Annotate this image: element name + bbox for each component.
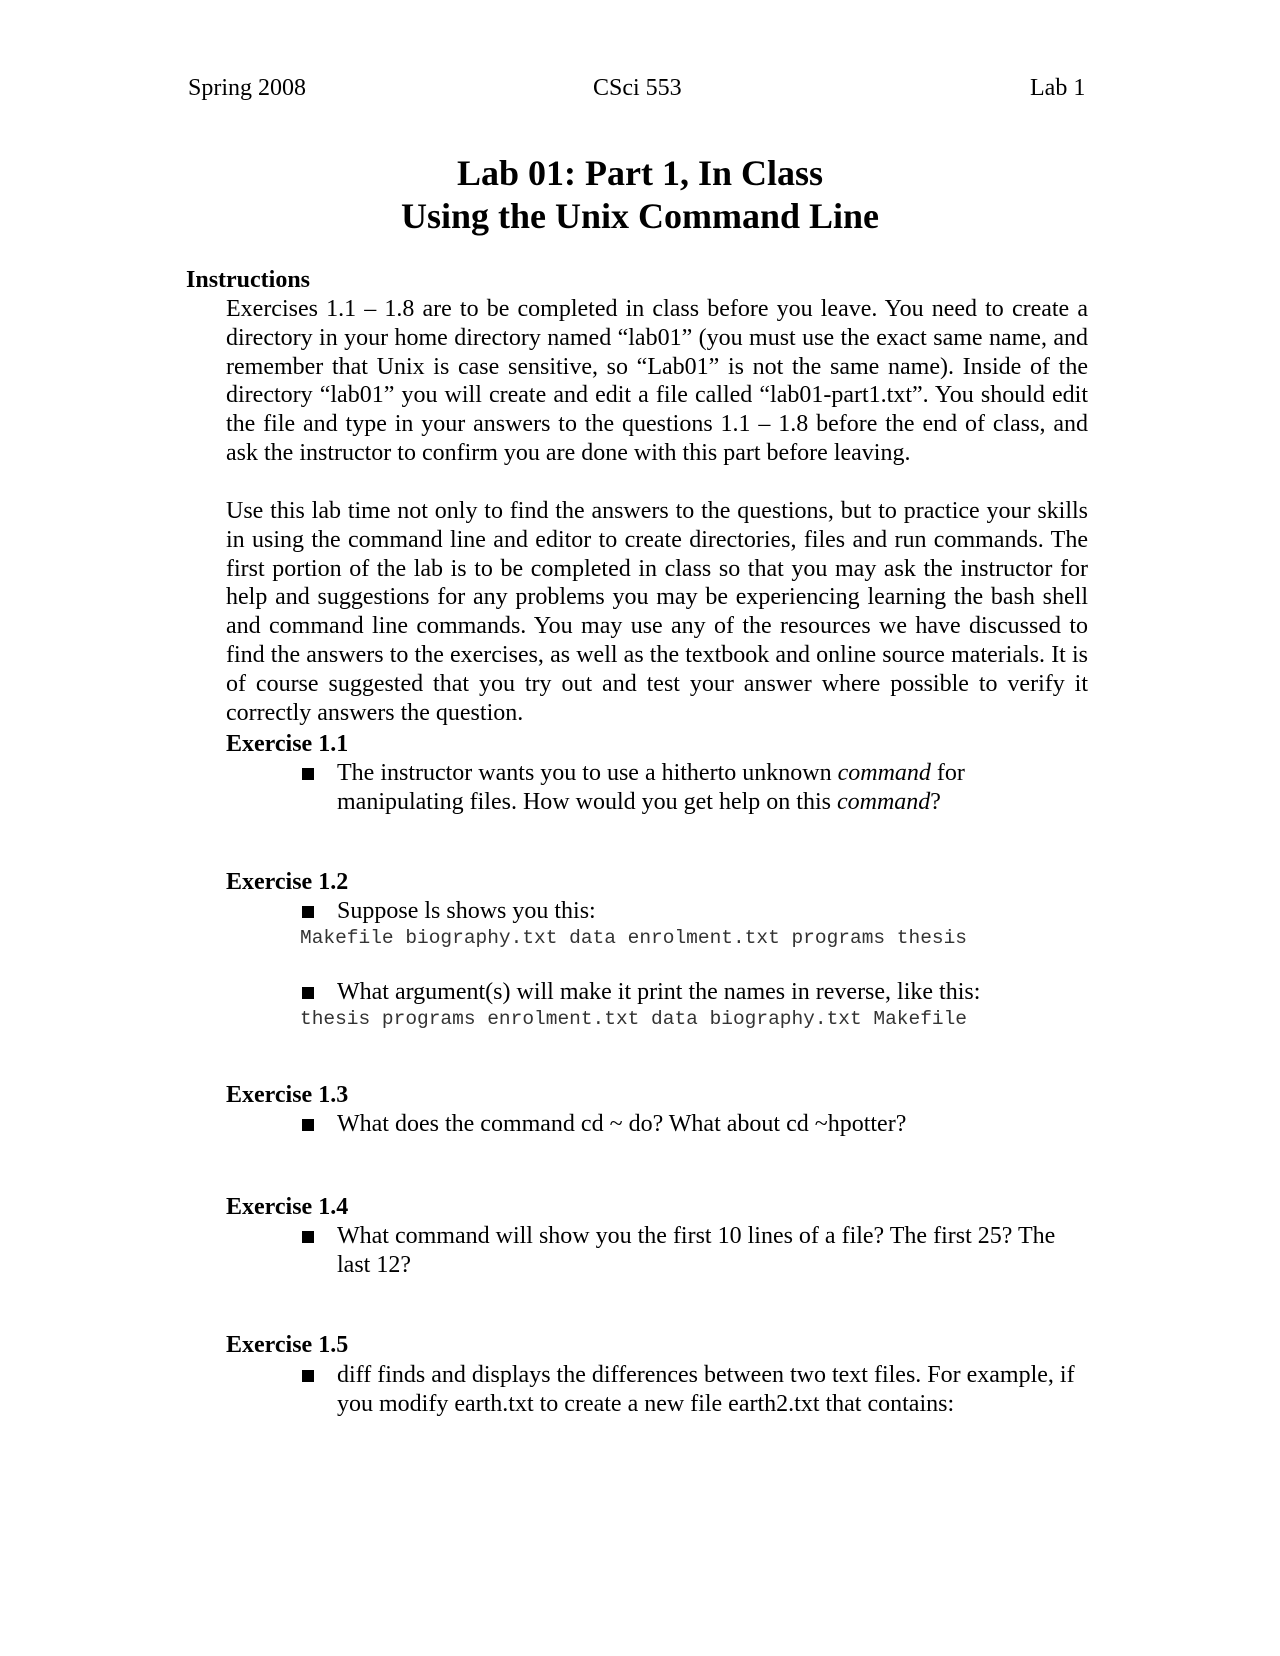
exercise-1-3-text: What does the command cd ~ do? What about cd ~hpotter? [337, 1111, 907, 1137]
bullet-square-icon [302, 987, 314, 999]
header-semester: Spring 2008 [188, 75, 307, 101]
exercise-1-2-code-2: thesis programs enrolment.txt data biography.txt Makefile [300, 1008, 968, 1030]
bullet-square-icon [302, 768, 314, 780]
header-lab: Lab 1 [1030, 75, 1086, 101]
bullet-square-icon [302, 1370, 314, 1382]
exercise-1-5-text: diff finds and displays the differences between two text files. For example, if you modify earth.txt to create a new file earth2.txt that contains: [337, 1362, 1075, 1417]
page-title: Lab 01: Part 1, In Class [456, 153, 824, 193]
exercise-1-2-bullet-2 [302, 978, 1092, 1007]
exercise-1-4-text: What command will show you the first 10 lines of a file? The first 25? The last 12? [337, 1223, 1056, 1278]
exercise-1-1-emphasis-2: command [836, 789, 931, 815]
exercise-1-1-emphasis-1: command [837, 760, 931, 786]
exercise-1-2-bullet-1 [302, 897, 1092, 926]
exercise-1-1-text-part3: ? [930, 789, 941, 815]
exercise-1-2-text-1: Suppose ls shows you this: [337, 898, 596, 924]
bullet-square-icon [302, 906, 314, 918]
exercise-1-1-text-part2: for manipulating files. How would you get help on this [337, 760, 965, 815]
exercise-1-1-heading: Exercise 1.1 [226, 731, 349, 757]
instructions-paragraph-1: Exercises 1.1 – 1.8 are to be completed in class before you leave. You need to create a directory in your home directory named “lab01” (you must use the exact same name, and remember that Unix is case sensitive, so “Lab01” is not the same name). Inside of the directory “lab01” you will create and edit a file called “lab01-part1.txt”. You should edit the file and type in your answers to the questions 1.1 – 1.8 before the end of class, and ask the instructor to confirm you are done with this part before leaving. [226, 296, 1088, 466]
header-course: CSci 553 [593, 75, 682, 101]
exercise-1-5-heading: Exercise 1.5 [226, 1332, 349, 1358]
exercise-1-1-text-part1: The instructor wants you to use a hitherto unknown [337, 760, 838, 786]
exercise-1-4-heading: Exercise 1.4 [226, 1194, 349, 1220]
bullet-square-icon [302, 1119, 314, 1131]
exercise-1-4-bullet [302, 1222, 1092, 1280]
exercise-1-5-bullet [302, 1361, 1092, 1419]
instructions-heading: Instructions [186, 267, 311, 293]
bullet-square-icon [302, 1231, 314, 1243]
exercise-1-1-text [337, 759, 1092, 817]
exercise-1-2-heading: Exercise 1.2 [226, 869, 349, 895]
page-subtitle: Using the Unix Command Line [400, 196, 880, 236]
exercise-1-2-code-1: Makefile biography.txt data enrolment.txt programs thesis [300, 927, 968, 949]
exercise-1-3-heading: Exercise 1.3 [226, 1082, 349, 1108]
exercise-1-2-text-2: What argument(s) will make it print the names in reverse, like this: [337, 979, 981, 1005]
exercise-1-1-bullet [302, 759, 1092, 817]
instructions-paragraph-2: Use this lab time not only to find the answers to the questions, but to practice your skills in using the command line and editor to create directories, files and run commands. The first portion of the lab is to be completed in class so that you may ask the instructor for help and suggestions for any problems you may be experiencing learning the bash shell and command line commands. You may use any of the resources we have discussed to find the answers to the exercises, as well as the textbook and online source materials. It is of course suggested that you try out and test your answer where possible to verify it correctly answers the question. [226, 498, 1088, 726]
exercise-1-3-bullet [302, 1110, 1092, 1139]
